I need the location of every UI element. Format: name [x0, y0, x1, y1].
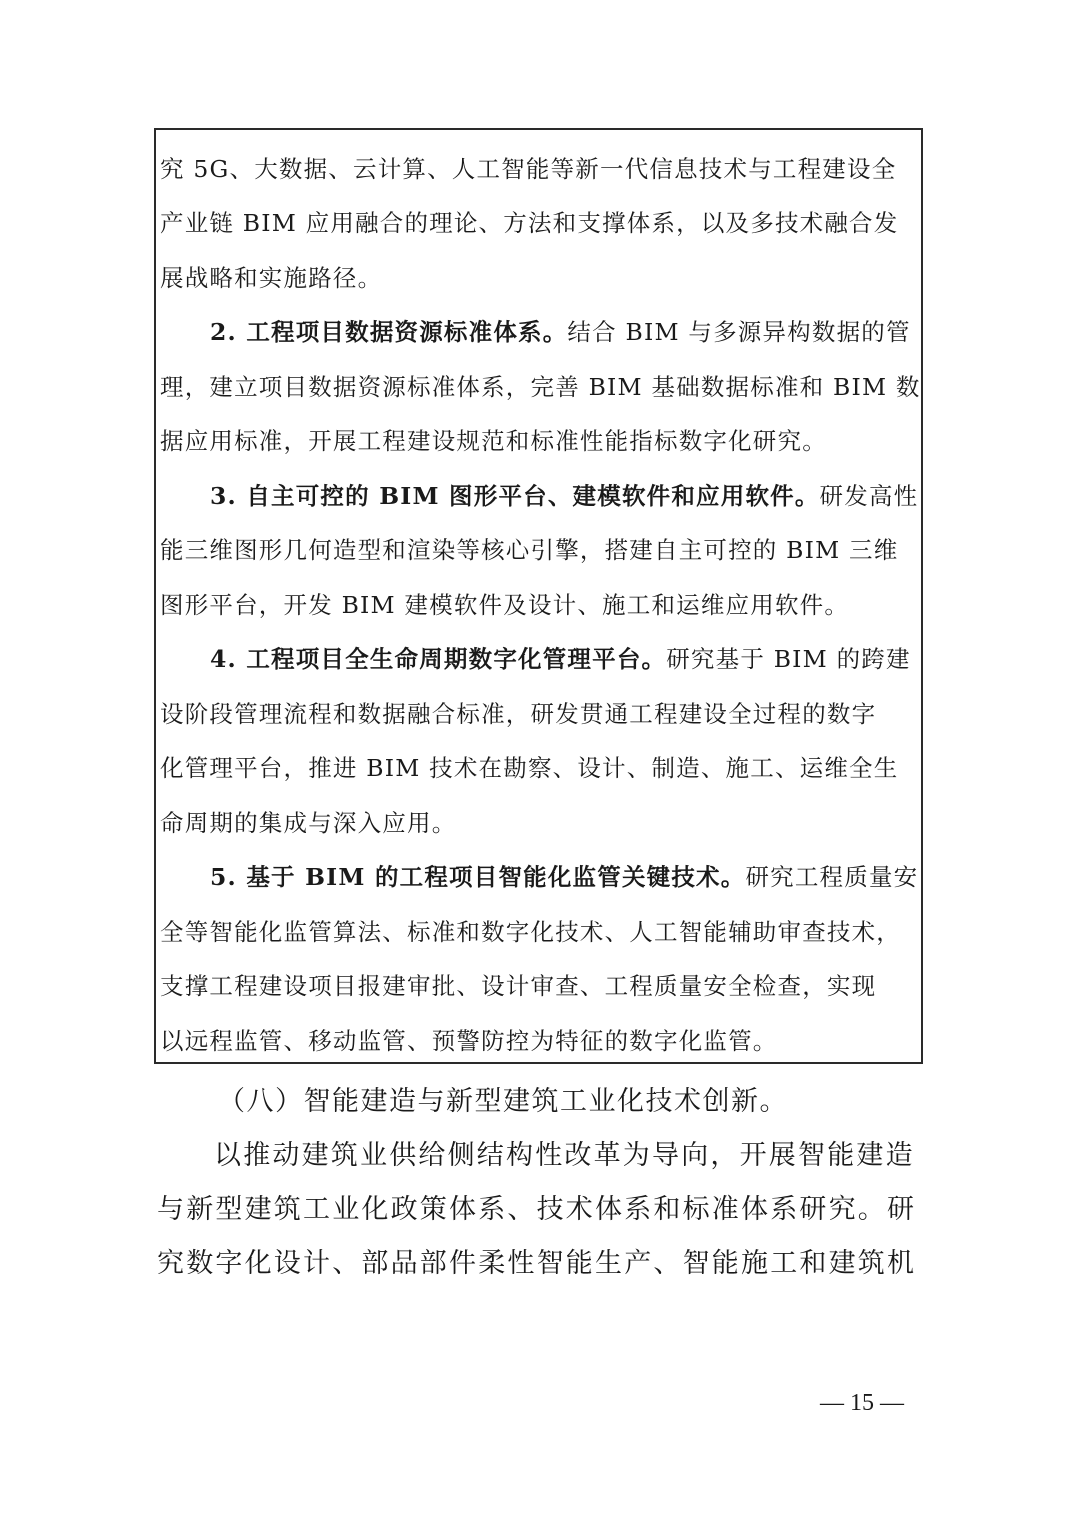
- box-line-3: [160, 263, 382, 293]
- box-line-6-text: 据应用标准，开展工程建设规范和标准性能指标数字化研究。: [160, 427, 827, 455]
- box-line-15-text: 全等智能化监管算法、标准和数字化技术、人工智能辅助审查技术，: [160, 918, 901, 946]
- paragraph-line-1: 以推动建筑业供给侧结构性改革为导向，开展智能建造: [214, 1140, 915, 1171]
- box-line-11-text: 设阶段管理流程和数据融合标准，研发贯通工程建设全过程的数字: [160, 700, 877, 728]
- paragraph-line-3: 究数字化设计、部品部件柔性智能生产、智能施工和建筑机: [157, 1248, 917, 1279]
- box-line-16-text: 支撑工程建设项目报建审批、设计审查、工程质量安全检查，实现: [160, 972, 877, 1000]
- box-item-5-heading-line: [210, 862, 918, 892]
- box-item-4-heading-line: [210, 644, 911, 674]
- section-heading: （八）智能建造与新型建筑工业化技术创新。: [218, 1086, 788, 1117]
- box-line-1: [160, 154, 896, 184]
- box-line-5: [160, 372, 921, 402]
- box-line-2: [160, 208, 898, 238]
- box-line-15: [160, 917, 901, 947]
- box-line-9: [160, 590, 849, 620]
- box-item-4-title: 4. 工程项目全生命周期数字化管理平台。: [210, 645, 667, 673]
- box-line-8: [160, 535, 898, 565]
- box-item-2-heading-line: [210, 317, 911, 347]
- box-item-3-title: 3. 自主可控的 BIM 图形平台、建模软件和应用软件。: [210, 482, 820, 510]
- box-line-9-text: 图形平台，开发 BIM 建模软件及设计、施工和运维应用软件。: [160, 591, 850, 619]
- box-line-3-text: 展战略和实施路径。: [160, 264, 383, 292]
- box-item-5-text: 研究工程质量安: [745, 863, 919, 891]
- box-line-5-text: 理，建立项目数据资源标准体系，完善 BIM 基础数据标准和 BIM 数: [160, 373, 921, 401]
- box-line-11: [160, 699, 876, 729]
- box-line-17-text: 以远程监管、移动监管、预警防控为特征的数字化监管。: [160, 1027, 778, 1055]
- page-number: — 15 —: [820, 1390, 904, 1416]
- paragraph-line-2: 与新型建筑工业化政策体系、技术体系和标准体系研究。研: [157, 1194, 917, 1225]
- box-item-2-title: 2. 工程项目数据资源标准体系。: [210, 318, 568, 346]
- box-line-12: [160, 753, 898, 783]
- box-item-4-text: 研究基于 BIM 的跨建: [666, 645, 911, 673]
- box-item-3-text: 研发高性: [819, 482, 919, 510]
- box-line-12-text: 化管理平台，推进 BIM 技术在勘察、设计、制造、施工、运维全生: [160, 754, 899, 782]
- box-line-13: [160, 808, 456, 838]
- box-line-13-text: 命周期的集成与深入应用。: [160, 809, 457, 837]
- box-item-2-text: 结合 BIM 与多源异构数据的管: [567, 318, 911, 346]
- box-item-5-title: 5. 基于 BIM 的工程项目智能化监管关键技术。: [210, 863, 746, 891]
- box-line-8-text: 能三维图形几何造型和渲染等核心引擎，搭建自主可控的 BIM 三维: [160, 536, 899, 564]
- box-line-1-text: 究 5G、大数据、云计算、人工智能等新一代信息技术与工程建设全: [160, 155, 897, 183]
- box-item-3-heading-line: [210, 481, 918, 511]
- box-line-17: [160, 1026, 778, 1056]
- box-line-6: [160, 426, 827, 456]
- box-line-16: [160, 971, 876, 1001]
- box-line-2-text: 产业链 BIM 应用融合的理论、方法和支撑体系，以及多技术融合发: [160, 209, 899, 237]
